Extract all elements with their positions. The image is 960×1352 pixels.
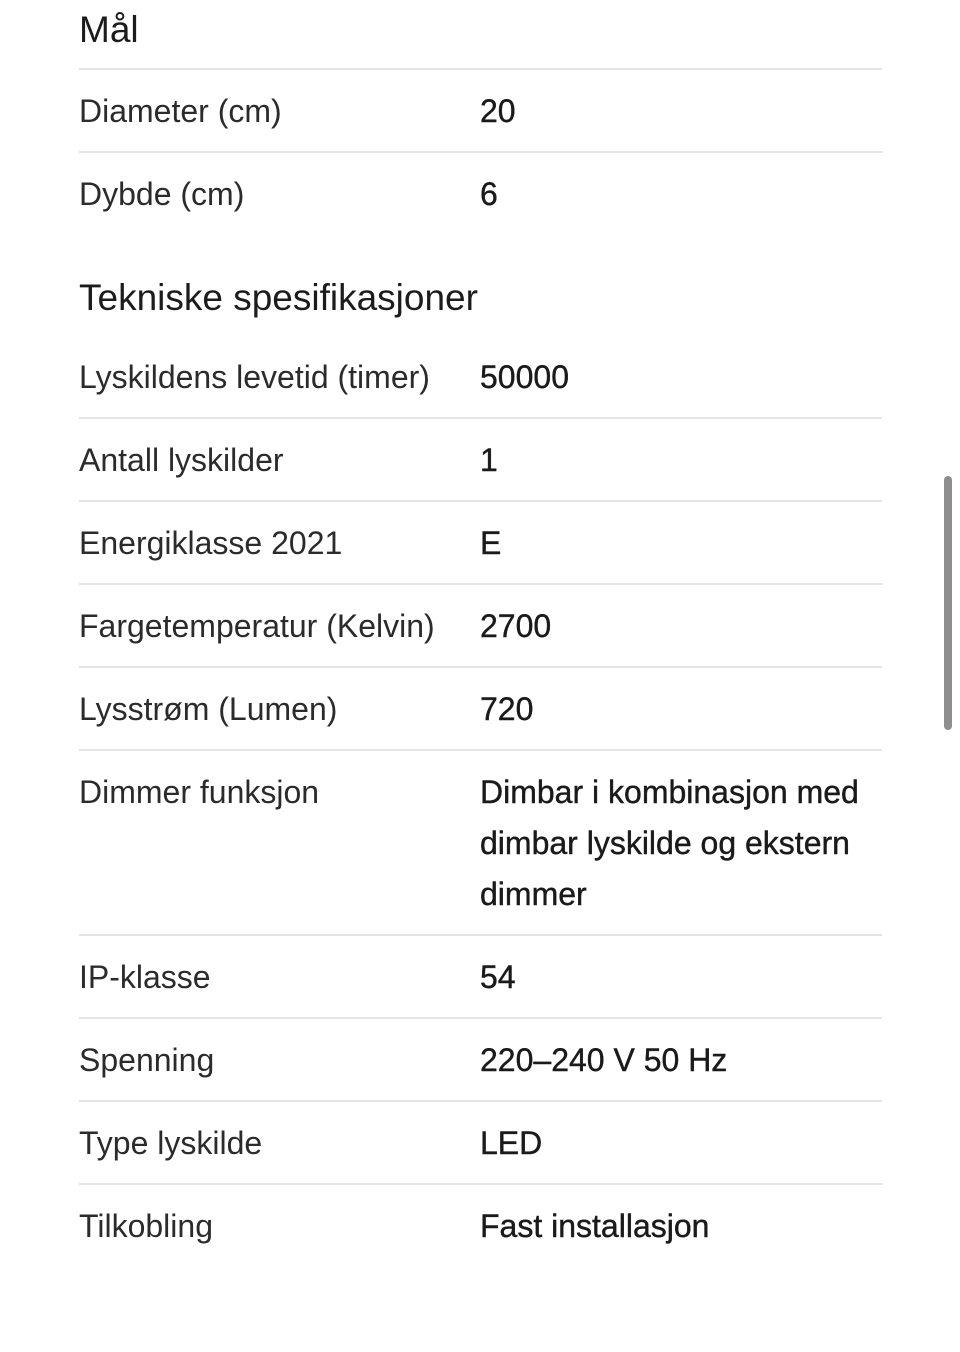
table-row: [79, 153, 882, 234]
spec-value: 1: [480, 442, 498, 478]
section-title-technical-specs: Tekniske spesifikasjoner: [79, 277, 478, 318]
spec-value: Fast installasjon: [480, 1208, 710, 1244]
spec-label: Dimmer funksjon: [79, 774, 320, 810]
spec-value: 20: [480, 93, 516, 129]
spec-label: Tilkobling: [79, 1208, 213, 1244]
spec-label: IP-klasse: [79, 959, 211, 995]
spec-value: 6: [480, 176, 498, 212]
technical-specs-table: [79, 336, 882, 1266]
product-specifications: [79, 0, 882, 1266]
spec-label: Energiklasse 2021: [79, 525, 343, 561]
table-row: [79, 1185, 882, 1266]
spec-label: Lyskildens levetid (timer): [79, 359, 430, 395]
table-row: [79, 1019, 882, 1102]
spec-value: E: [480, 525, 502, 561]
spec-label: Spenning: [79, 1042, 215, 1078]
spec-value: 2700: [480, 608, 552, 644]
spec-value: 720: [480, 691, 534, 727]
table-row: [79, 668, 882, 751]
table-row: [79, 419, 882, 502]
spec-value: 50000: [480, 359, 569, 395]
table-row: [79, 502, 882, 585]
section-title-dimensions: Mål: [79, 9, 139, 50]
spec-label: Type lyskilde: [79, 1125, 263, 1161]
table-row: [79, 1102, 882, 1185]
spec-label: Antall lyskilder: [79, 442, 284, 478]
table-row: [79, 751, 882, 936]
vertical-scrollbar[interactable]: [944, 476, 952, 730]
spec-label: Dybde (cm): [79, 176, 245, 212]
spec-value: 54: [480, 959, 516, 995]
table-row: [79, 936, 882, 1019]
spec-value: 220–240 V 50 Hz: [480, 1042, 728, 1078]
spec-label: Diameter (cm): [79, 93, 282, 129]
table-row: [79, 585, 882, 668]
table-row: [79, 336, 882, 419]
dimensions-table-body: [79, 70, 882, 234]
spec-label: Fargetemperatur (Kelvin): [79, 608, 435, 644]
spec-label: Lysstrøm (Lumen): [79, 691, 338, 727]
spec-value: LED: [480, 1125, 543, 1161]
spec-value: Dimbar i kombinasjon med dimbar lyskilde og ekstern dimmer: [480, 774, 859, 912]
table-row: [79, 70, 882, 153]
